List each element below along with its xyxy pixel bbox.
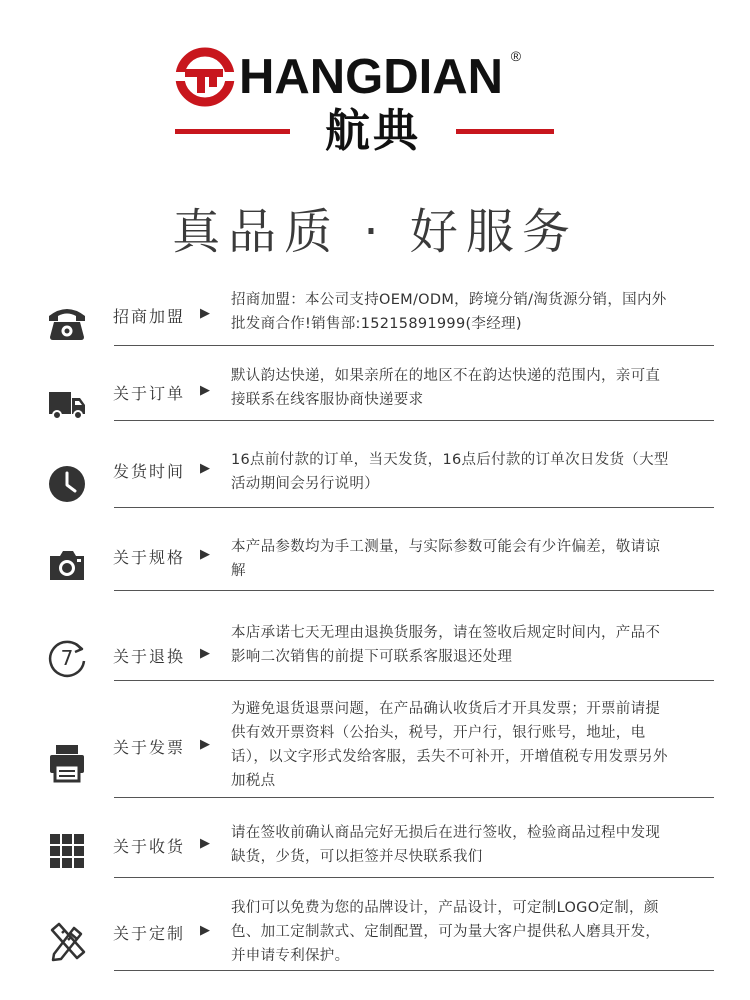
service-label: 关于定制 — [113, 924, 186, 943]
grid-icon — [45, 829, 89, 873]
brand-cn-row — [0, 106, 750, 156]
brand-logo — [0, 28, 750, 163]
arrow-right-icon: ▶ — [200, 836, 210, 851]
row-divider — [114, 797, 714, 798]
brand-name-cn: 航典 — [324, 104, 421, 157]
row-divider — [114, 680, 714, 681]
slogan: 真品质 · 好服务 — [172, 204, 578, 260]
row-divider — [114, 345, 714, 346]
seven-glyph: 7 — [60, 646, 74, 670]
registered-mark: ® — [510, 47, 522, 64]
service-label: 关于订单 — [113, 384, 186, 403]
arrow-right-icon: ▶ — [200, 547, 210, 562]
row-divider — [114, 877, 714, 878]
left-red-line — [175, 129, 290, 134]
service-description: 本产品参数均为手工测量，与实际参数可能会有少许偏差，敬请谅解 — [231, 539, 661, 579]
service-description: 默认韵达快递，如果亲所在的地区不在韵达快递的范围内，亲可直接联系在线客服协商快递要求 — [231, 368, 661, 408]
row-divider — [114, 590, 714, 591]
arrow-right-icon: ▶ — [200, 383, 210, 398]
arrow-right-icon: ▶ — [200, 646, 210, 661]
right-red-line — [456, 129, 554, 134]
service-label: 关于收货 — [113, 837, 186, 856]
brand-name-en: HANGDIAN ® — [239, 47, 522, 104]
service-description: 招商加盟：本公司支持OEM/ODM，跨境分销/淘货源分销，国内外批发商合作!销售部:15215891999(李经理) — [231, 292, 667, 332]
service-label: 招商加盟 — [113, 307, 186, 326]
row-divider — [114, 420, 714, 421]
arrow-right-icon: ▶ — [200, 461, 210, 476]
printer-icon — [45, 741, 89, 785]
arrow-right-icon: ▶ — [200, 923, 210, 938]
brand-mark-icon — [175, 47, 235, 107]
service-description: 请在签收前确认商品完好无损后在进行签收，检验商品过程中发现缺货，少货，可以拒签并尽快联系我们 — [231, 825, 661, 865]
delivery-truck-icon — [45, 382, 89, 426]
brand-logo-row — [175, 42, 522, 112]
service-label: 关于规格 — [113, 548, 186, 567]
service-description: 我们可以免费为您的品牌设计，产品设计，可定制LOGO定制，颜色、加工定制款式、定制配置，可为量大客户提供私人磨具开发，并申请专利保护。 — [231, 900, 661, 964]
service-description: 为避免退货退票问题，在产品确认收货后才开具发票；开票前请提供有效开票资料（公抬头，税号，开户行，银行账号，地址，电话），以文字形式发给客服，丢失不可补开，开增值税专用发票另外加税点 — [231, 701, 668, 789]
pencil-ruler-icon — [45, 920, 89, 964]
telephone-icon — [45, 300, 89, 344]
clock-icon — [45, 462, 89, 506]
service-label: 关于退换 — [113, 647, 186, 666]
camera-icon — [45, 543, 89, 587]
row-divider — [114, 970, 714, 971]
row-divider — [114, 507, 714, 508]
arrow-right-icon: ▶ — [200, 306, 210, 321]
service-description: 本店承诺七天无理由退换货服务，请在签收后规定时间内，产品不影响二次销售的前提下可联系客服退还处理 — [231, 625, 661, 665]
service-label: 关于发票 — [113, 738, 186, 757]
seven-day-return-icon — [45, 635, 89, 679]
service-description: 16点前付款的订单，当天发货，16点后付款的订单次日发货（大型活动期间会另行说明） — [231, 452, 669, 492]
arrow-right-icon: ▶ — [200, 737, 210, 752]
service-label: 发货时间 — [113, 462, 186, 481]
